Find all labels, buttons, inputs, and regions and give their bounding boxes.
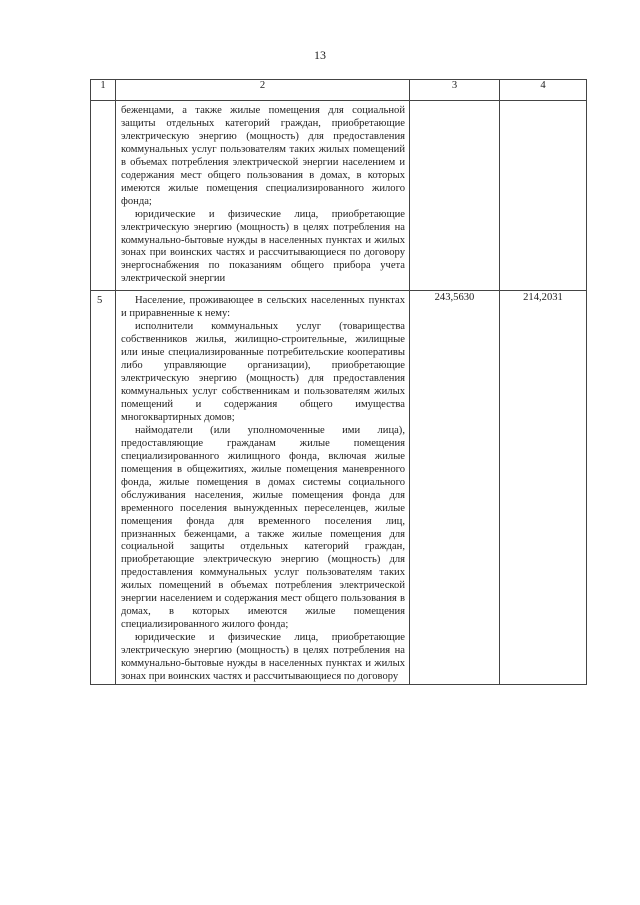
tariff-value-col-4: 214,2031 (500, 291, 587, 685)
header-col-4: 4 (500, 80, 587, 101)
value-cell-col-3 (410, 101, 500, 291)
description-paragraph: наймодатели (или уполномоченные ими лица), предоставляющие гражданам жилые помещения специализированного жилищного фонда, включая жилые помещения в общежитиях, жилые помещения маневренного фонда, жилые помещения в домах системы социального обслуживания населения, жилые помещения фонда для временного поселения вынужденных переселенцев, жилые помещения фонда для временного поселения лиц, признанных беженцами, а также жилые помещения для социальной защиты отдельных категорий граждан, приобретающие электрическую энергию (мощность) для предоставления коммунальных услуг пользователям таких жилых помещений в объемах потребления электрической энергии населением и содержания мест общего пользования в домах, в которых имеются жилые помещения специализированного жилого фонда; (121, 424, 405, 631)
header-row (91, 80, 587, 101)
description-paragraph: исполнители коммунальных услуг (товарищества собственников жилья, жилищно-строительные, жилищные или иные специализированные потребительские кооперативы либо управляющие организации), приобретающие электрическую энергию (мощность) для предоставления коммунальных услуг собственникам и пользователям жилых помещений и содержания общего имущества многоквартирных домов; (121, 321, 405, 423)
page-number: 13 (314, 48, 326, 62)
header-col-2: 2 (116, 80, 410, 101)
consumer-description-cell (116, 291, 410, 685)
table-row-continued (91, 101, 587, 291)
description-paragraph: Население, проживающее в сельских населенных пунктах и приравненные к нему: (121, 295, 405, 320)
header-col-1: 1 (91, 80, 116, 101)
row-number: 5 (91, 291, 116, 685)
value-cell-col-4 (500, 101, 587, 291)
header-col-3: 3 (410, 80, 500, 101)
description-paragraph: юридические и физические лица, приобретающие электрическую энергию (мощность) в целях потребления на коммунально-бытовые нужды в населенных пунктах и жилых зонах при воинских частях и рассчитывающиеся по договору энергоснабжения по показаниям общего прибора учета электрической энергии (121, 208, 405, 285)
tariff-table (90, 79, 587, 685)
consumer-description-cell (116, 101, 410, 291)
table-row-5 (91, 291, 587, 685)
description-paragraph: юридические и физические лица, приобретающие электрическую энергию (мощность) в целях потребления на коммунально-бытовые нужды в населенных пунктах и жилых зонах при воинских частях и рассчитывающиеся по договору (121, 632, 405, 682)
tariff-value-col-3: 243,5630 (410, 291, 500, 685)
description-paragraph: беженцами, а также жилые помещения для социальной защиты отдельных категорий граждан, приобретающие электрическую энергию (мощность) для предоставления коммунальных услуг пользователям таких жилых помещений в объемах потребления электрической энергии населением и содержания мест общего пользования в домах, в которых имеются жилые помещения специализированного жилого фонда; (121, 105, 405, 207)
row-number-cell (91, 101, 116, 291)
